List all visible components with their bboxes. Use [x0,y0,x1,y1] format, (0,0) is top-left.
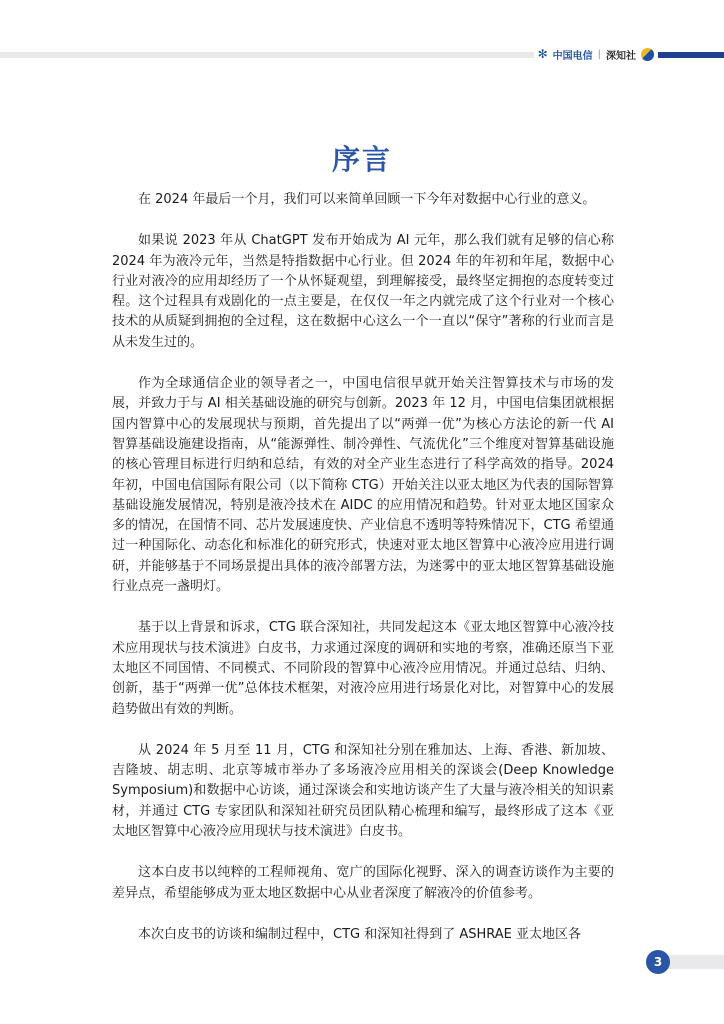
paragraph: 如果说 2023 年从 ChatGPT 发布开始成为 AI 元年，那么我们就有足够的信心称 2024 年为液冷元年，当然是特指数据中心行业。但 2024 年的年初和年尾，数据中心行业对液冷的应用却经历了一个从怀疑观望，到理解接受，最终坚定拥抱的态度转变过程。这个过程具有戏剧化的一点主要是，在仅仅一年之内就完成了这个行业对一个核心技术的从质疑到拥抱的全过程，这在数据中心这么一个一直以“保守”著称的行业而言是从未发生过的。 [112,233,614,350]
paragraph: 这本白皮书以纯粹的工程师视角、宽广的国际化视野、深入的调查访谈作为主要的差异点，希望能够成为亚太地区数据中心从业者深度了解液冷的价值参考。 [112,865,614,901]
brand-separator: | [597,48,601,60]
paragraph: 作为全球通信企业的领导者之一，中国电信很早就开始关注智算技术与市场的发展，并致力于与 AI 相关基础设施的研究与创新。2023 年 12 月，中国电信集团就根据国内智算中心的发展现状与预期，首先提出了以“两弹一优”为核心方法论的新一代 AI 智算基础设施建设指南，从“能源弹性、制冷弹性、气流优化”三个维度对智算基础设施的核心管理目标进行归纳和总结，有效的对全产业生态进行了科学高效的指导。2024 年初，中国电信国际有限公司（以下简称 CTG）开始关注以亚太地区为代表的国际智算基础设施发展情况，特别是液冷技术在 AIDC 的应用情况和趋势。针对亚太地区国家众多的情况，在国情不同、芯片发展速度快、产业信息不透明等特殊情况下，CTG 希望通过一种国际化、动态化和标准化的研究形式，快速对亚太地区智算中心液冷应用进行调研，并能够基于不同场景提出具体的液冷部署方法，为迷雾中的亚太地区智算基础设施行业点亮一盏明灯。 [112,376,614,595]
paragraph: 从 2024 年 5 月至 11 月，CTG 和深知社分别在雅加达、上海、香港、新加坡、吉隆坡、胡志明、北京等城市举办了多场液冷应用相关的深谈会(Deep Knowledge Symposium)和数据中心访谈，通过深谈会和实地访谈产生了大量与液冷相关的知识素材，并通过 CTG 专家团队和深知社研究员团队精心梳理和编写，最终形成了这本《亚太地区智算中心液冷应用现状与技术演进》白皮书。 [112,742,614,840]
paragraph: 在 2024 年最后一个月，我们可以来简单回顾一下今年对数据中心行业的意义。 [138,192,596,207]
globe-logo-icon [641,48,654,61]
paragraph: 本次白皮书的访谈和编制过程中，CTG 和深知社得到了 ASHRAE 亚太地区各 [138,926,582,942]
page-title: 序言 [331,143,392,176]
paragraph: 基于以上背景和诉求，CTG 联合深知社，共同发起这本《亚太地区智算中心液冷技术应用现状与技术演进》白皮书，力求通过深度的调研和实地的考察，准确还原当下亚太地区不同国情、不同模式、不同阶段的智算中心液冷应用情况。并通过总结、归纳、创新，基于“两弹一优”总体技术框架，对液冷应用进行场景化对比，对智算中心的发展趋势做出有效的判断。 [112,620,614,717]
page-number: 3 [646,950,670,974]
header-brand [534,44,658,64]
china-telecom-logo-icon: ✻ [537,47,548,61]
header-accent-bar [652,52,724,58]
brand-shenzhishe: 深知社 [606,50,636,62]
body-text [112,190,614,966]
brand-china-telecom: 中国电信 [552,50,593,62]
